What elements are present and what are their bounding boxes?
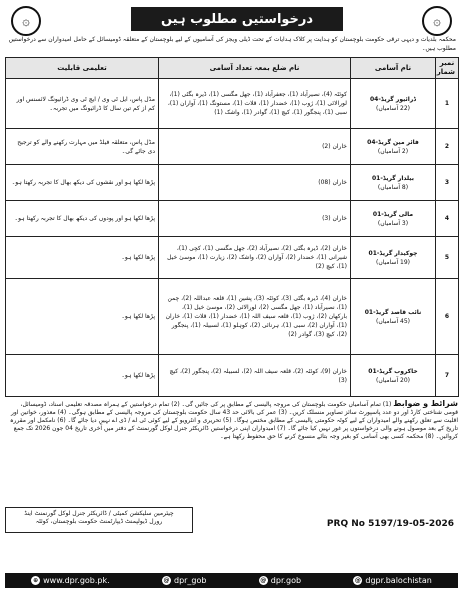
post-seats: (22 آسامیاں) — [375, 104, 410, 112]
twitter-handle[interactable]: dpr_gob — [173, 576, 207, 585]
header-serial: نمبر شمار — [436, 58, 459, 79]
table-row — [6, 165, 459, 201]
terms-and-conditions — [5, 400, 458, 504]
row-education: مڈل پاس، متعلقہ فیلڈ میں مہارت رکھنے والے کو ترجیح دی جائے گی۔ — [6, 129, 159, 165]
post-title: چوکیدار گریڈ-01 — [368, 249, 418, 257]
social-instagram[interactable] — [353, 576, 431, 585]
header-education: تعلیمی قابلیت — [6, 58, 159, 79]
table-row — [6, 129, 459, 165]
issuing-authority-box — [5, 507, 193, 533]
facebook-handle[interactable]: dpr.gob — [270, 576, 302, 585]
row-post — [351, 201, 436, 237]
instagram-handle[interactable]: dgpr.balochistan — [365, 576, 432, 585]
row-district: کوئٹہ (4)، نصیرآباد (1)، جعفرآباد (1)، جھل مگسی (1)، ڈیرہ بگٹی (1)، لورالائی (1)، ژوب (1)، خضدار (1)، قلات (1)، مستونگ (1)، آواران (1)، سبی (1)، پنجگور (1)، کیچ (1)، گوادر (1)، واشک (1) — [159, 79, 351, 129]
row-post — [351, 355, 436, 397]
government-emblem-icon: ۞ — [11, 6, 41, 36]
row-serial: 4 — [436, 201, 459, 237]
row-education: پڑھا لکھا ہو۔ — [6, 279, 159, 355]
table-row — [6, 201, 459, 237]
row-post — [351, 237, 436, 279]
social-media-bar — [5, 573, 458, 588]
post-seats: (2 آسامیاں) — [377, 147, 409, 155]
table-header-row — [6, 58, 459, 79]
conditions-heading: شرائط و ضوابط — [393, 400, 458, 408]
row-education: مڈل پاس، ایل ٹی وی / ایچ ٹی وی ڈرائیونگ لائسنس اور کم از کم تین سال کا ڈرائیونگ میں تجربہ۔ — [6, 79, 159, 129]
header — [5, 4, 458, 34]
post-title: بیلدار گریڈ-01 — [371, 174, 414, 182]
row-serial: 6 — [436, 279, 459, 355]
row-post — [351, 279, 436, 355]
website-link[interactable]: www.dpr.gob.pk. — [43, 576, 110, 585]
table-row — [6, 79, 459, 129]
row-education: پڑھا لکھا ہو۔ — [6, 237, 159, 279]
table-row — [6, 279, 459, 355]
table-row — [6, 355, 459, 397]
row-district: خاران (2) — [159, 129, 351, 165]
row-serial: 2 — [436, 129, 459, 165]
row-serial: 3 — [436, 165, 459, 201]
row-district: خاران (3) — [159, 201, 351, 237]
row-district: خاران (4)، ڈیرہ بگٹی (3)، کوئٹہ (3)، پشین (1)، قلعہ عبداللہ (2)، چمن (1)، نصیرآباد (1)، جھل مگسی (2)، لورالائی (2)، موسیٰ خیل (1)، بارکھان (2)، ژوب (1)، قلعہ سیف اللہ (1)، خضدار (1)، قلات (1)، خاران (1)، آواران (2)، سبی (1)، ہرنائی (2)، کوہلو (1)، لسبیلہ (1)، پنجگور (2)، کیچ (3)، گوادر (2) — [159, 279, 351, 355]
post-seats: (8 آسامیاں) — [377, 183, 409, 191]
row-serial: 7 — [436, 355, 459, 397]
row-district: خاران (9)، کوئٹہ (2)، قلعہ سیف اللہ (2)، لسبیلہ (2)، پنجگور (2)، کیچ (3) — [159, 355, 351, 397]
row-district: خاران (2)، ڈیرہ بگٹی (2)، نصیرآباد (2)، جھل مگسی (1)، کچی (1)، شیرانی (1)، خضدار (2)، آواران (2)، واشک (2)، زیارت (1)، موسیٰ خیل (1)، کیچ (2) — [159, 237, 351, 279]
post-title: نائب قاصد گریڈ-01 — [364, 308, 422, 316]
table-row — [6, 237, 459, 279]
post-title: خاکروب گریڈ-01 — [368, 367, 418, 375]
row-education: پڑھا لکھا ہو۔ — [6, 355, 159, 397]
row-serial: 1 — [436, 79, 459, 129]
social-website[interactable] — [31, 576, 110, 585]
at-icon: @ — [260, 577, 267, 584]
row-post — [351, 79, 436, 129]
at-icon: @ — [354, 577, 361, 584]
post-seats: (20 آسامیاں) — [375, 376, 410, 384]
government-emblem-icon: ۞ — [422, 6, 452, 36]
social-facebook[interactable] — [259, 576, 301, 585]
post-title: فائر مین گریڈ-04 — [367, 138, 419, 146]
globe-icon: ⊕ — [33, 577, 39, 584]
post-title: ڈرائیور گریڈ-04 — [370, 95, 416, 103]
page-title: درخواستیں مطلوب ہیں — [131, 7, 343, 31]
row-post — [351, 129, 436, 165]
authority-line: چیئرمین سلیکشن کمیٹی / ڈائریکٹر جنرل لوکل گورنمنٹ اینڈ — [24, 510, 174, 517]
row-education: پڑھا لکھا ہو اور نقشوں کی دیکھ بھال کا تجربہ رکھتا ہو۔ — [6, 165, 159, 201]
row-serial: 5 — [436, 237, 459, 279]
conditions-text: (1) تمام آسامیاں حکومت بلوچستان کی مروجہ پالیسی کے مطابق پر کی جائیں گی۔ (2) تمام درخواستیں کے ہمراہ مصدقہ تعلیمی اسناد، ڈومیسائل، قومی شناختی کارڈ اور دو عدد پاسپورٹ سائز تصاویر منسلک کریں۔ (3) عمر کی بالائی حد 43 سال حکومت بلوچستان کی مروجہ پالیسی کے مطابق ہوگی۔ (4) معذور، خواتین اور اقلیت سے تعلق رکھنے والے امیدواران کے لیے کوٹہ حکومتی پالیسی کے مطابق مختص ہوگا۔ (5) تحریری و انٹرویو کے لیے کوئی ٹی اے / ڈی اے نہیں دیا جائے گا۔ (6) نامکمل اور مقررہ تاریخ کے بعد موصول ہونے والی درخواستوں پر غور نہیں کیا جائے گا۔ (7) امیدواران اپنی درخواستیں ڈائریکٹر جنرل لوکل گورنمنٹ کے دفتر میں آخری تاریخ 04 جون 2026 تک جمع کروائیں۔ (8) محکمہ کسی بھی آسامی کو بغیر وجہ بتائے منسوخ کرنے کا حق محفوظ رکھتا ہے۔ — [10, 401, 458, 440]
at-icon: @ — [163, 577, 170, 584]
post-title: مالی گریڈ-01 — [372, 210, 414, 218]
social-twitter[interactable] — [162, 576, 207, 585]
post-seats: (3 آسامیاں) — [377, 219, 409, 227]
footer-info — [5, 507, 458, 537]
header-post: نام آسامی — [351, 58, 436, 79]
row-post — [351, 165, 436, 201]
intro-paragraph: محکمہ بلدیات و دیہی ترقی حکومت بلوچستان کو ہدایت پر کلاک ہدایات کے تحت ڈیلی ویجز کی آسامیوں کے لیے بلوچستان کے متعلقہ ڈومیسائل کے حامل امیدواران سے درخواستیں مطلوب ہیں۔ — [8, 36, 456, 52]
post-seats: (45 آسامیاں) — [375, 317, 410, 325]
authority-line: رورل ڈیولپمنٹ ڈیپارٹمنٹ حکومت بلوچستان، کوئٹہ — [35, 518, 163, 525]
row-education: پڑھا لکھا ہو اور پودوں کی دیکھ بھال کا تجربہ رکھتا ہو۔ — [6, 201, 159, 237]
header-district: نام ضلع بمعہ تعداد آسامی — [159, 58, 351, 79]
prq-number: PRQ No 5197/19-05-2026 — [326, 519, 454, 529]
post-seats: (19 آسامیاں) — [375, 258, 410, 266]
vacancy-table — [5, 57, 459, 397]
row-district: خاران (08) — [159, 165, 351, 201]
